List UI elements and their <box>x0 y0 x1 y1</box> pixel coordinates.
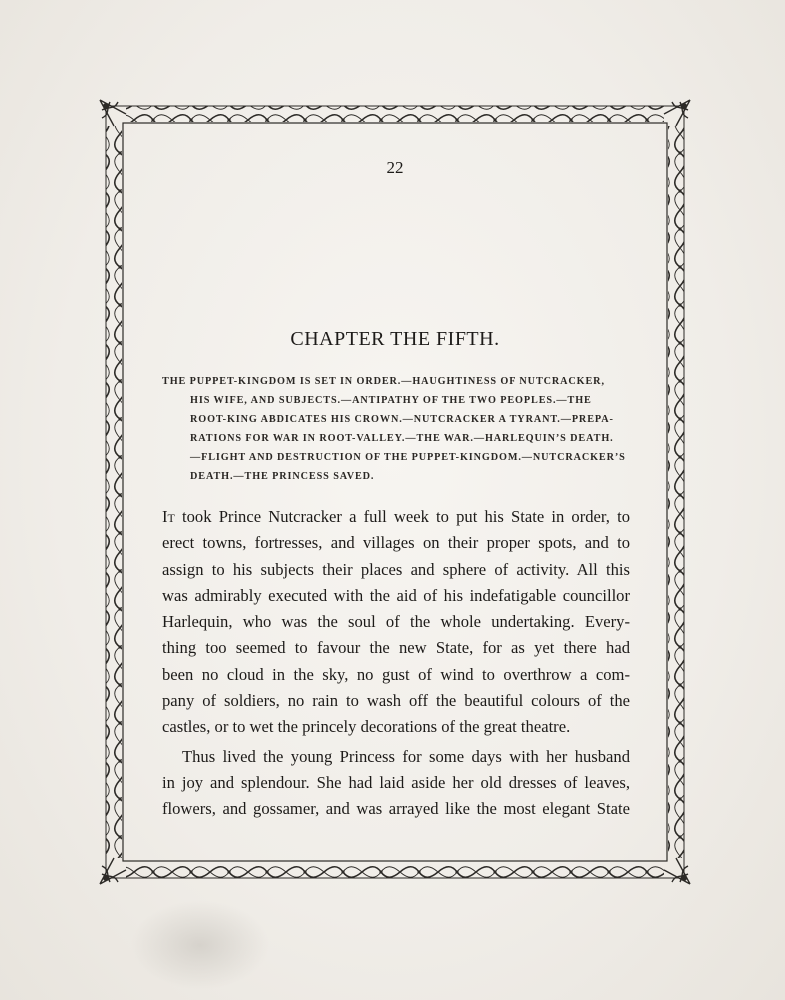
synopsis-line: HIS WIFE, AND SUBJECTS.—ANTIPATHY OF THE TWO PEOPLES.—THE <box>190 395 592 406</box>
body-line: been no cloud in the sky, no gust of wind to overthrow a com- <box>162 664 630 684</box>
opening-small-caps: It <box>162 507 175 526</box>
synopsis-line: THE PUPPET-KINGDOM IS SET IN ORDER.—HAUGHTINESS OF NUTCRACKER, <box>162 376 605 387</box>
paper-stain <box>130 900 270 990</box>
chapter-synopsis <box>162 372 630 486</box>
chapter-title: CHAPTER THE FIFTH. <box>290 328 500 350</box>
body-line: thing too seemed to favour the new State, for as yet there had <box>162 638 630 658</box>
body-line: flowers, and gossamer, and was arrayed like the most elegant State <box>162 799 630 819</box>
body-line: Harlequin, who was the soul of the whole undertaking. Every- <box>162 612 630 632</box>
body-line <box>162 504 630 530</box>
synopsis-line: —FLIGHT AND DESTRUCTION OF THE PUPPET-KINGDOM.—NUTCRACKER’S <box>190 452 626 463</box>
synopsis-line: ROOT-KING ABDICATES HIS CROWN.—NUTCRACKER A TYRANT.—PREPA- <box>190 414 614 425</box>
body-line: Thus lived the young Princess for some days with her husband <box>182 746 630 766</box>
body-line: in joy and splendour. She had laid aside her old dresses of leaves, <box>162 772 630 792</box>
synopsis-line: RATIONS FOR WAR IN ROOT-VALLEY.—THE WAR.—HARLEQUIN’S DEATH. <box>190 433 614 444</box>
body-line: erect towns, fortresses, and villages on their proper spots, and to <box>162 533 630 553</box>
page-number: 22 <box>386 158 404 177</box>
synopsis-line: DEATH.—THE PRINCESS SAVED. <box>190 471 375 482</box>
body-line: assign to his subjects their places and sphere of activity. All this <box>162 559 630 579</box>
body-line: was admirably executed with the aid of his indefatigable councillor <box>162 585 630 605</box>
body-line: pany of soldiers, no rain to wash off the beautiful colours of the <box>162 691 630 711</box>
body-line: castles, or to wet the princely decorations of the great theatre. <box>162 717 571 737</box>
body-line-text: took Prince Nutcracker a full week to put his State in order, to <box>174 507 630 526</box>
body-text <box>162 504 630 823</box>
